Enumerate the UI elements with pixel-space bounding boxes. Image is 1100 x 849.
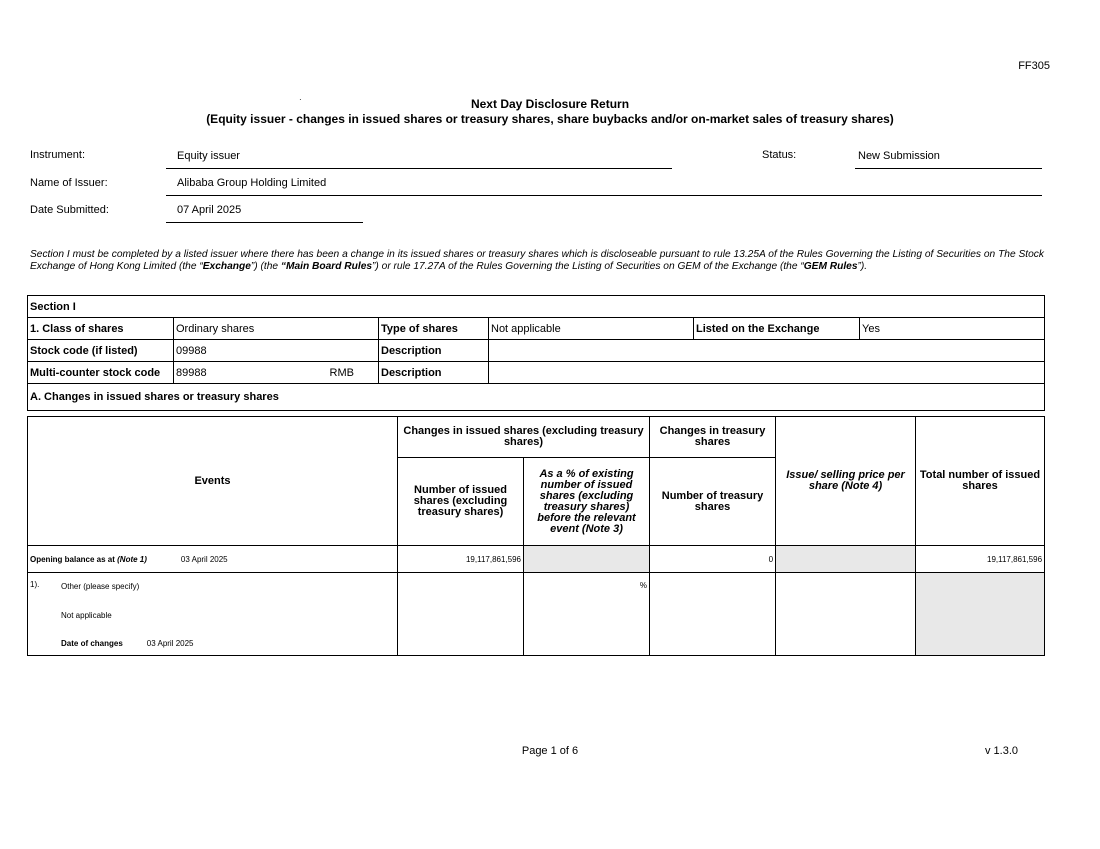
num-issued-header: Number of issued shares (excluding treasury shares) xyxy=(398,458,524,546)
description-2-value xyxy=(489,362,1045,384)
section-a-heading: A. Changes in issued shares or treasury shares xyxy=(28,384,1045,411)
changes-treasury-header: Changes in treasury shares xyxy=(650,417,776,458)
description-2-label: Description xyxy=(379,362,489,384)
main-board-term: “Main Board Rules xyxy=(280,260,373,272)
opening-date: 03 April 2025 xyxy=(180,554,228,564)
page-number: Page 1 of 6 xyxy=(521,745,579,757)
stray-dot: · xyxy=(299,95,302,104)
event-price xyxy=(776,573,916,656)
class-of-shares-value: Ordinary shares xyxy=(174,318,379,340)
num-treasury-header: Number of treasury shares xyxy=(650,458,776,546)
stock-code-value: 09988 xyxy=(174,340,379,362)
event-description: Not applicable xyxy=(61,611,112,620)
event-number: 1). xyxy=(30,580,40,589)
stock-code-label: Stock code (if listed) xyxy=(28,340,174,362)
version-label: v 1.3.0 xyxy=(985,745,1019,757)
multi-counter-currency: RMB xyxy=(329,366,354,379)
issuer-label: Name of Issuer: xyxy=(30,177,108,189)
opening-total: 19,117,861,596 xyxy=(916,546,1045,573)
instrument-underline xyxy=(166,168,672,169)
listed-value: Yes xyxy=(860,318,1045,340)
date-submitted-underline xyxy=(166,222,363,223)
multi-counter-value: 89988 RMB xyxy=(174,362,379,384)
date-submitted-value: 07 April 2025 xyxy=(177,204,242,216)
page-title: Next Day Disclosure Return xyxy=(470,97,630,111)
status-underline xyxy=(855,168,1042,169)
page-subtitle: (Equity issuer - changes in issued shares or treasury shares, share buybacks and/or on-market sales of treasury shares) xyxy=(206,112,894,126)
date-submitted-label: Date Submitted: xyxy=(30,204,109,216)
event-type: Other (please specify) xyxy=(61,582,140,591)
event-total-shaded xyxy=(916,573,1045,656)
opening-treasury: 0 xyxy=(650,546,776,573)
section-1-heading: Section I xyxy=(28,296,1045,318)
pct-header: As a % of existing number of issued shares (excluding treasury shares) before the relevant event (Note 3) xyxy=(524,458,650,546)
multi-counter-label: Multi-counter stock code xyxy=(28,362,174,384)
instrument-value: Equity issuer xyxy=(177,150,240,162)
event-pct: % xyxy=(524,573,650,656)
opening-pct-shaded xyxy=(524,546,650,573)
date-of-changes: Date of changes 03 April 2025 xyxy=(61,639,194,648)
changes-issued-header: Changes in issued shares (excluding treasury shares) xyxy=(398,417,650,458)
issuer-underline xyxy=(166,195,1042,196)
section-1-table xyxy=(27,295,1045,411)
gem-term: GEM Rules xyxy=(803,260,858,272)
description-value xyxy=(489,340,1045,362)
event-treasury xyxy=(650,573,776,656)
intro-paragraph: Section I must be completed by a listed issuer where there has been a change in its issued shares or treasury shares which is discloseable pursuant to rule 13.25A of the Rules Governing the Listing of Securities on The Stock Exchange of Hong Kong Limited (the “Exchange”) (the “Main Board Rules”) or rule 17.27A of the Rules Governing the Listing of Securities on GEM of the Exchange (the “GEM Rules”). xyxy=(30,249,1044,272)
total-header: Total number of issued shares xyxy=(916,417,1045,546)
instrument-label: Instrument: xyxy=(30,149,86,161)
status-label: Status: xyxy=(762,149,797,161)
type-of-shares-value: Not applicable xyxy=(489,318,694,340)
class-of-shares-label: 1. Class of shares xyxy=(28,318,174,340)
status-value: New Submission xyxy=(858,150,940,162)
exchange-term: Exchange xyxy=(202,260,251,272)
events-header: Events xyxy=(28,417,398,546)
opening-balance-cell: Opening balance as at (Note 1) 03 April 2025 xyxy=(28,546,398,573)
opening-price-shaded xyxy=(776,546,916,573)
listed-label: Listed on the Exchange xyxy=(694,318,860,340)
issuer-value: Alibaba Group Holding Limited xyxy=(177,177,327,189)
description-label: Description xyxy=(379,340,489,362)
form-code: FF305 xyxy=(1018,60,1050,72)
event-issued xyxy=(398,573,524,656)
type-of-shares-label: Type of shares xyxy=(379,318,489,340)
event-1-cell xyxy=(28,573,398,656)
price-header: Issue/ selling price per share (Note 4) xyxy=(776,417,916,546)
opening-issued: 19,117,861,596 xyxy=(398,546,524,573)
changes-table xyxy=(27,416,1045,656)
